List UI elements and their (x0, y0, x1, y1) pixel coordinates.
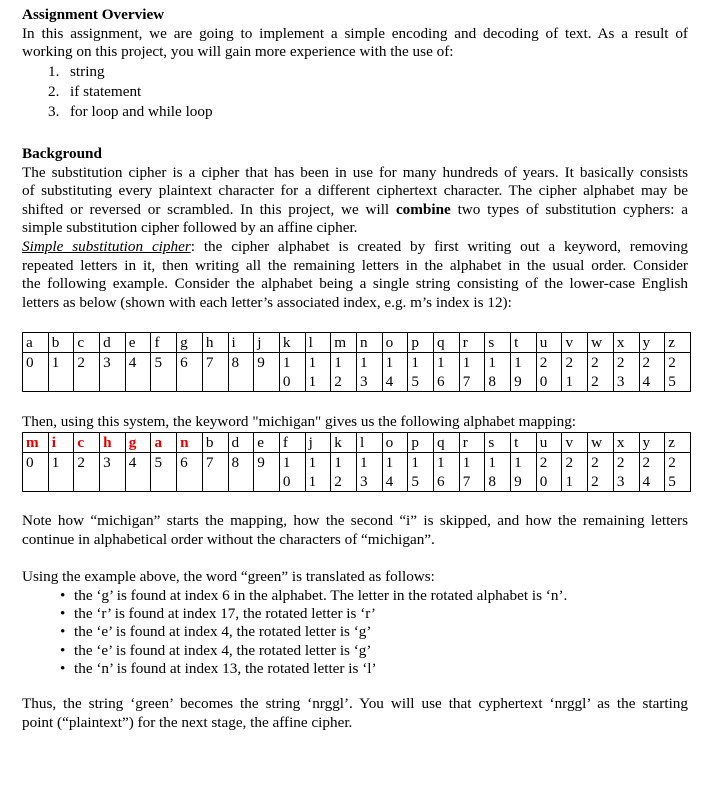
text: : the cipher alphabet is created by first writing out a keyword, removing (190, 237, 688, 255)
index-cell (511, 353, 537, 392)
index-cell (228, 353, 254, 392)
index-value: 15 (411, 354, 419, 390)
index-value: 0 (26, 454, 34, 471)
index-value: 9 (257, 354, 265, 371)
text-line: Using the example above, the word “green” is translated as follows: (22, 568, 435, 585)
index-value: 10 (282, 354, 291, 390)
index-value: 8 (231, 454, 240, 471)
text-line: The substitution cipher is a cipher that has been in use for many hundreds of years. It basically consists (22, 163, 688, 181)
index-cell (356, 353, 382, 392)
index-cell (639, 453, 665, 492)
index-value: 23 (616, 454, 625, 490)
text-line: continue in alphabetical order without the characters of “michigan”. (22, 530, 435, 548)
index-cell (48, 353, 74, 392)
index-value: 1 (51, 354, 60, 371)
letter-cell: d (228, 433, 254, 453)
list-item (22, 102, 688, 122)
letter-cell: h (202, 333, 228, 353)
index-value: 0 (26, 354, 34, 371)
list-item (22, 623, 688, 641)
letter-cell: y (639, 333, 665, 353)
index-value: 17 (462, 354, 471, 390)
text-line: point (“plaintext”) for the next stage, the affine cipher. (22, 713, 353, 731)
letter-cell: k (331, 433, 357, 453)
text-line: repeated letters in it, then writing all the remaining letters in the alphabet in the usual order. Consider (22, 256, 688, 274)
index-cell (408, 453, 434, 492)
letter-cell: k (279, 333, 305, 353)
index-cell (151, 353, 177, 392)
letter-cell: v (562, 333, 588, 353)
index-value: 4 (128, 454, 137, 471)
index-cell (562, 353, 588, 392)
letter-cell: i (228, 333, 254, 353)
index-cell (125, 453, 151, 492)
index-cell (254, 353, 280, 392)
example-section (22, 568, 688, 679)
background-section (22, 145, 688, 312)
index-cell (536, 353, 562, 392)
letter-cell: o (382, 333, 408, 353)
index-cell (562, 453, 588, 492)
index-cell (100, 453, 126, 492)
alphabet-table (22, 332, 691, 392)
index-cell (434, 353, 460, 392)
index-cell (331, 453, 357, 492)
index-value: 7 (205, 454, 214, 471)
index-value: 24 (642, 354, 651, 390)
index-value: 3 (103, 454, 111, 471)
index-cell (613, 353, 639, 392)
text-line: Then, using this system, the keyword "michigan" gives us the following alphabet mapping: (22, 413, 577, 430)
bullet-icon: • (60, 586, 66, 604)
text-line: letters as below (shown with each letter’s associated index, e.g. m’s index is 12): (22, 293, 512, 311)
index-value: 11 (308, 454, 317, 490)
index-cell (408, 353, 434, 392)
index-value: 5 (154, 454, 163, 471)
letter-cell: w (588, 433, 614, 453)
letter-cell: a (151, 433, 177, 453)
letter-cell: b (48, 333, 74, 353)
overview-text-line: In this assignment, we are going to implement a simple encoding and decoding of text. As a result of (22, 24, 688, 42)
index-cell (279, 453, 305, 492)
index-cell (485, 353, 511, 392)
note-section (22, 512, 688, 549)
list-text: the ‘e’ is found at index 4, the rotated letter is ‘g’ (74, 623, 372, 641)
index-cell (125, 353, 151, 392)
list-number: 1. (48, 62, 60, 80)
list-number: 2. (48, 82, 60, 100)
index-value: 8 (231, 354, 240, 371)
index-value: 13 (359, 354, 368, 390)
letter-cell: p (408, 433, 434, 453)
index-cell (485, 453, 511, 492)
index-value: 6 (180, 354, 188, 371)
index-cell (177, 353, 203, 392)
index-value: 16 (437, 354, 445, 390)
letter-cell: r (459, 433, 485, 453)
letter-cell: g (177, 333, 203, 353)
letter-cell: s (485, 333, 511, 353)
index-row (23, 453, 691, 492)
bold-text: combine (395, 200, 451, 218)
letter-cell: m (23, 433, 49, 453)
index-cell (356, 453, 382, 492)
index-value: 14 (385, 354, 394, 390)
letter-cell: n (177, 433, 203, 453)
index-cell (202, 453, 228, 492)
index-cell (100, 353, 126, 392)
letter-cell: x (613, 333, 639, 353)
index-cell (228, 453, 254, 492)
mapping-table (22, 432, 691, 492)
index-cell (613, 453, 639, 492)
letter-row (23, 333, 691, 353)
letter-cell: j (305, 433, 331, 453)
text-line: of substituting every plaintext character for a different ciphertext character. The cipher alphabet may be (22, 182, 688, 200)
text-line: simple substitution cipher followed by an affine cipher. (22, 219, 358, 237)
list-item (22, 62, 688, 82)
conclusion-section (22, 695, 688, 732)
index-cell (665, 353, 691, 392)
letter-cell: e (254, 433, 280, 453)
index-cell (511, 453, 537, 492)
letter-cell: l (356, 433, 382, 453)
list-text: for loop and while loop (70, 102, 213, 120)
letter-cell: m (331, 333, 357, 353)
index-value: 21 (565, 354, 574, 390)
index-value: 1 (51, 454, 60, 471)
text-line: Note how “michigan” starts the mapping, how the second “i” is skipped, and how the remaining letters (22, 512, 688, 529)
letter-cell: s (485, 433, 511, 453)
index-value: 22 (591, 454, 599, 490)
letter-cell: t (511, 333, 537, 353)
letter-cell: u (536, 433, 562, 453)
letter-row (23, 433, 691, 453)
overview-section (22, 6, 688, 122)
index-value: 24 (642, 454, 651, 490)
index-value: 20 (539, 454, 548, 490)
list-text: the ‘r’ is found at index 17, the rotated letter is ‘r’ (74, 604, 376, 622)
letter-cell: d (100, 333, 126, 353)
list-item (22, 587, 688, 605)
index-cell (305, 453, 331, 492)
index-value: 12 (334, 354, 342, 390)
letter-cell: h (100, 433, 126, 453)
index-value: 14 (385, 454, 394, 490)
index-cell (177, 453, 203, 492)
index-value: 18 (488, 354, 496, 390)
text-line (22, 238, 688, 257)
letter-cell: q (434, 433, 460, 453)
index-value: 12 (334, 454, 342, 490)
index-value: 20 (539, 354, 548, 390)
index-value: 25 (668, 354, 676, 390)
list-text: if statement (70, 82, 142, 100)
text-line: the following example. Consider the alphabet being a single string consisting of the lower-case English (22, 275, 688, 293)
index-value: 7 (205, 354, 214, 371)
list-text: string (70, 62, 105, 80)
letter-cell: c (74, 333, 100, 353)
index-value: 25 (668, 454, 676, 490)
index-cell (665, 453, 691, 492)
index-value: 18 (488, 454, 496, 490)
text-line: Thus, the string ‘green’ becomes the string ‘nrggl’. You will use that cyphertext ‘nrggl’ as the starting (22, 695, 688, 712)
example-bullets (22, 587, 688, 679)
index-cell (74, 453, 100, 492)
bullet-icon: • (60, 660, 66, 678)
letter-cell: j (254, 333, 280, 353)
letter-cell: w (588, 333, 614, 353)
index-row (23, 353, 691, 392)
letter-cell: l (305, 333, 331, 353)
mapping-intro (22, 413, 688, 432)
index-cell (254, 453, 280, 492)
text: two types of substitution cyphers: a (457, 200, 689, 218)
index-value: 23 (616, 354, 625, 390)
index-cell (74, 353, 100, 392)
index-value: 22 (591, 354, 599, 390)
letter-cell: z (665, 333, 691, 353)
overview-text-line: working on this project, you will gain more experience with the use of: (22, 43, 454, 61)
index-value: 15 (411, 454, 419, 490)
index-value: 2 (77, 454, 85, 471)
index-value: 17 (462, 454, 471, 490)
letter-cell: f (151, 333, 177, 353)
overview-heading: Assignment Overview (22, 6, 165, 23)
index-cell (434, 453, 460, 492)
letter-cell: y (639, 433, 665, 453)
list-text: the ‘g’ is found at index 6 in the alphabet. The letter in the rotated alphabet is ‘n’. (74, 586, 568, 604)
letter-cell: z (665, 433, 691, 453)
letter-cell: b (202, 433, 228, 453)
list-number: 3. (48, 102, 60, 120)
list-item (22, 605, 688, 623)
index-value: 16 (437, 454, 445, 490)
index-cell (459, 453, 485, 492)
index-value: 19 (514, 454, 522, 490)
list-text: the ‘n’ is found at index 13, the rotated letter is ‘l’ (74, 660, 377, 678)
index-value: 11 (308, 354, 317, 390)
letter-cell: f (279, 433, 305, 453)
list-text: the ‘e’ is found at index 4, the rotated letter is ‘g’ (74, 641, 372, 659)
letter-cell: x (613, 433, 639, 453)
index-cell (23, 353, 49, 392)
index-cell (23, 453, 49, 492)
index-value: 2 (77, 354, 85, 371)
index-value: 5 (154, 354, 163, 371)
letter-cell: c (74, 433, 100, 453)
letter-cell: v (562, 433, 588, 453)
index-cell (382, 353, 408, 392)
text: shifted or reversed or scrambled. In this project, we will (22, 200, 390, 218)
index-value: 9 (257, 454, 265, 471)
letter-cell: p (408, 333, 434, 353)
index-cell (382, 453, 408, 492)
background-heading: Background (22, 145, 102, 162)
term-text: Simple substitution cipher (22, 237, 191, 255)
index-cell (305, 353, 331, 392)
topics-list (22, 62, 688, 122)
list-item (22, 82, 688, 102)
index-cell (331, 353, 357, 392)
list-item (22, 660, 688, 678)
letter-cell: r (459, 333, 485, 353)
letter-cell: u (536, 333, 562, 353)
letter-cell: q (434, 333, 460, 353)
index-cell (459, 353, 485, 392)
index-cell (588, 453, 614, 492)
list-item (22, 642, 688, 660)
index-cell (151, 453, 177, 492)
index-value: 4 (128, 354, 137, 371)
letter-cell: a (23, 333, 49, 353)
index-cell (48, 453, 74, 492)
bullet-icon: • (60, 604, 66, 622)
index-value: 6 (180, 454, 188, 471)
index-value: 19 (514, 354, 522, 390)
bullet-icon: • (60, 641, 66, 659)
letter-cell: i (48, 433, 74, 453)
letter-cell: n (356, 333, 382, 353)
index-cell (202, 353, 228, 392)
bullet-icon: • (60, 623, 66, 641)
letter-cell: t (511, 433, 537, 453)
letter-cell: e (125, 333, 151, 353)
letter-cell: g (125, 433, 151, 453)
index-cell (279, 353, 305, 392)
index-cell (536, 453, 562, 492)
index-cell (639, 353, 665, 392)
letter-cell: o (382, 433, 408, 453)
index-value: 13 (359, 454, 368, 490)
index-value: 3 (103, 354, 111, 371)
index-cell (588, 353, 614, 392)
index-value: 10 (282, 454, 291, 490)
index-value: 21 (565, 454, 574, 490)
text-line (22, 201, 688, 220)
